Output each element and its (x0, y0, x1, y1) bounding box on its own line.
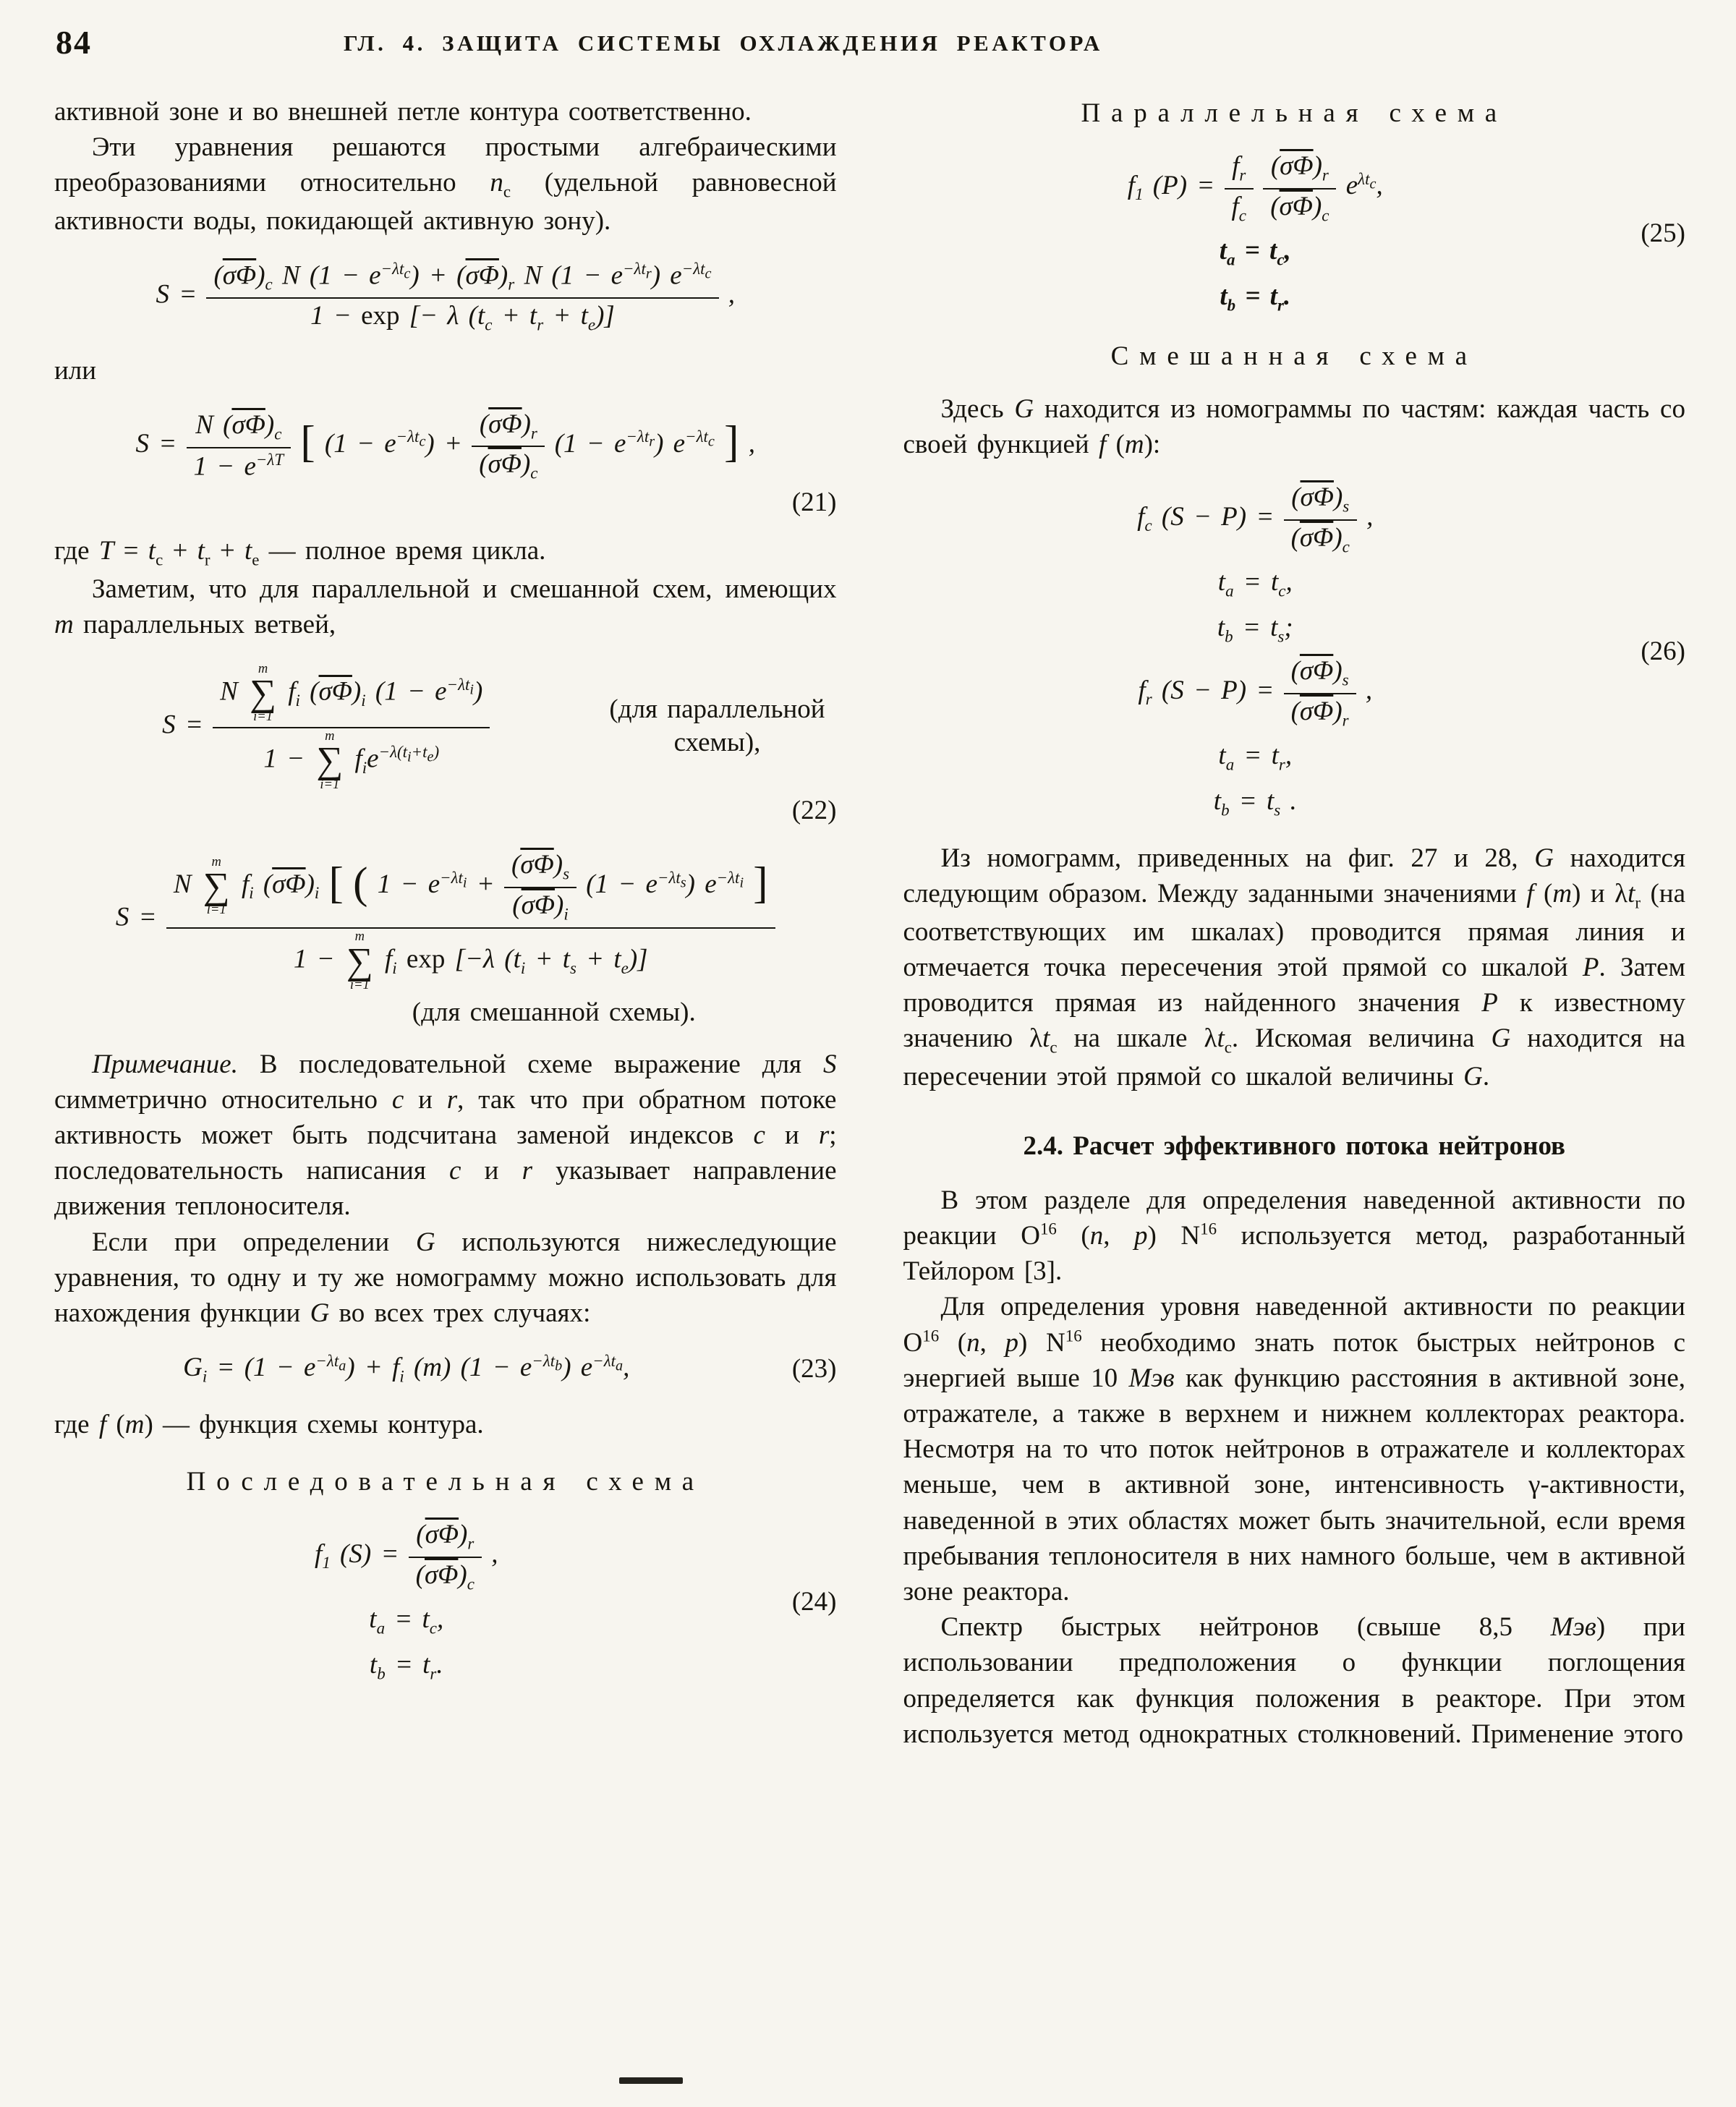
formula-24-line1: $f_1$ (S) = $\frac{(\overline{\sigma\Phi})_r}{(\overline{\sigma\Phi})_c}$ , (315, 1520, 498, 1593)
formula-s-general: S = $\frac{(\overline{\sigma\Phi})_c N (1 - e^{-\lambda t_c}) + (\overline{\sigma\Phi})_r N (1 - e^{-\lambda t_r}) e^{-\lambda t_c}}{1 - \exp [- \lambda (t_c + t_r + t_e)]}$ , (156, 259, 735, 333)
paragraph-flux: Для определения уровня наведенной активности по реакции $O^{16}$ (n, p) $N^{16}$ необходимо знать поток быстрых нейтронов с энергией выше 10 Мэв как функцию расстояния в активной зоне, отражателе, а также в верхнем и нижнем коллекторах реактора. Несмотря на то что поток нейтронов в отражателе и коллекторах меньше, чем в активной зоне, интенсивность γ-активности, наведенной в этих областях может быть значительной, если время пребывания теплоносителя в них намного больше, чем в активной зоне реактора. (903, 1292, 1686, 1606)
equation-21 (54, 408, 837, 484)
equation-25-number: (25) (1641, 218, 1685, 248)
formula-23: $G_i = (1 - e^{-\lambda t_a}) + f_i$ (m) $(1 - e^{-\lambda t_b})$ $e^{-\lambda t_a}$, (183, 1351, 630, 1386)
formula-25-line1: $f_1$ (P) = $\frac{f_r}{f_c}$ $\frac{(\overline{\sigma\Phi})_r}{(\overline{\sigma\Phi})_c}$ $e^{\lambda t_c}$, (1127, 151, 1383, 225)
paragraph-nomograms: Из номограмм, приведенных на фиг. 27 и 28, G находится следующим образом. Между заданными значениями f (m) и $\lambda t_r$ (на соответствующих им шкалах) проводится прямая линия и отмечается точка пересечения этой прямой со шкалой P. Затем проводится прямая из найденного значения P к известному значению $\lambda t_c$ на шкале $\lambda t_c$. Искомая величина G находится на пересечении этой прямой со шкалой величины G. (903, 843, 1686, 1092)
equation-22 (54, 662, 837, 792)
paragraph-transform: Эти уравнения решаются простыми алгебраическими преобразованиями относительно $n_c$ (удельной равновесной активности воды, покидающей активную зону). (54, 132, 837, 237)
formula-24-line3: $t_b = t_r$. (369, 1649, 443, 1683)
equation-21-number: (21) (791, 488, 837, 518)
formula-24-line2: $t_a = t_c$, (369, 1604, 444, 1638)
formula-26-line4: $f_r$ (S − P) = $\frac{(\overline{\sigma\Phi})_s}{(\overline{\sigma\Phi})_r}$ , (1138, 656, 1373, 730)
equation-mixed (54, 847, 837, 992)
equation-24 (54, 1518, 837, 1685)
equation-24-lines (54, 1518, 759, 1685)
equation-25-lines (903, 150, 1608, 316)
page-header (54, 19, 1685, 82)
equation-23-number: (23) (791, 1353, 837, 1384)
paragraph-intro: активной зоне и во внешней петле контура соответственно. (54, 97, 752, 127)
equation-26-number: (26) (1641, 636, 1685, 666)
paragraph-method: В этом разделе для определения наведенной активности по реакции $O^{16}$ (n, p) $N^{16}$ используется метод, разработанный Тейлором [3]. (903, 1185, 1685, 1287)
equation-26 (903, 481, 1686, 822)
right-column (903, 94, 1686, 1752)
heading-section-2-4: 2.4. Расчет эффективного потока нейтронов (1023, 1131, 1566, 1161)
paragraph-remark: Примечание. В последовательной схеме выражение для S симметрично относительно c и r, так что при обратном потоке активность может быть подсчитана заменой индексов c и r; последовательность написания c и r указывает направление движения теплоносителя. (54, 1049, 837, 1222)
formula-26-line5: $t_a = t_r$, (1218, 740, 1293, 774)
heading-parallel-scheme: Параллельная схема (1081, 98, 1507, 128)
paragraph-fm: где f (m) — функция схемы контура. (54, 1410, 484, 1440)
equation-26-lines (903, 481, 1608, 822)
equation-25 (903, 150, 1686, 316)
equation-22-label: (для параллельной схемы), (609, 694, 825, 758)
formula-mixed: S = N m ∑ l=1 $f_i$ $(\overline{\sigma\Phi})_i$ [ ( $1 - e^{-\lambda t_i}$ + $\frac{(\overline{\sigma\Phi})_s}{(\overline{\sigma\Phi})_i}$ $(1 - e^{-\lambda t_s})$ $e^{-\lambda t_i}$ ] 1 − m ∑ i=1 $f_i$ exp [−λ $(t_i + t_s + t_e)$] (54, 847, 837, 992)
paragraph-cycle-time: где $T = t_c + t_r + t_e$ — полное время цикла. (54, 536, 546, 569)
scan-artifact (619, 2077, 683, 2084)
formula-26-line2: $t_a = t_c$, (1217, 566, 1293, 600)
paragraph-spectrum: Спектр быстрых нейтронов (свыше 8,5 Мэв) при использовании предположения о функции поглощения определяется как функция положения в реакторе. При этом используется метод однократных столкновений. Применение этого (903, 1612, 1685, 1749)
heading-sequential-scheme: Последовательная схема (186, 1467, 705, 1497)
equation-mixed-label: (для смешанной схемы). (412, 997, 696, 1028)
formula-22: S = N m ∑ i=1 $f_i$ $(\overline{\sigma\Phi})_i$ $(1 - e^{-\lambda t_i})$ 1 − m ∑ i=1 $f_ie^{-\lambda(t_i+t_e)}$ (54, 662, 598, 792)
equation-22-number: (22) (791, 796, 837, 826)
equation-24-number: (24) (791, 1586, 837, 1617)
paragraph-nomogram-use: Если при определении G используются нижеследующие уравнения, то одну и ту же номограмму можно использовать для нахождения функции G во всех трех случаях: (54, 1227, 837, 1328)
equation-23 (54, 1350, 837, 1388)
formula-21: S = $\frac{N (\overline{\sigma\Phi})_c}{1 - e^{-\lambda T}}$ [ $(1 - e^{-\lambda t_c})$ + $\frac{(\overline{\sigma\Phi})_r}{(\overline{\sigma\Phi})_c}$ $(1 - e^{-\lambda t_r})$ $e^{-\lambda t_c}$ ] , (135, 409, 755, 482)
heading-mixed-scheme: Смешанная схема (1110, 341, 1478, 371)
formula-25-line3: $t_b = t_r$. (1220, 281, 1291, 315)
formula-26-line6: $t_b = t_s$ . (1213, 786, 1297, 820)
equation-s-general (54, 258, 837, 335)
word-or: или (54, 356, 97, 386)
paragraph-parallel-note: Заметим, что для параллельной и смешанной схем, имеющих m параллельных ветвей, (54, 574, 837, 640)
formula-26-line3: $t_b = t_s$; (1217, 612, 1293, 645)
running-title: ГЛ. 4. ЗАЩИТА СИСТЕМЫ ОХЛАЖДЕНИЯ РЕАКТОРА (344, 30, 1103, 56)
paragraph-here-g: Здесь G находится из номограммы по частям: каждая часть со своей функцией f (m): (903, 393, 1685, 459)
left-column (54, 94, 837, 1752)
page-number: 84 (56, 24, 92, 61)
formula-25-line2: $t_a = t_c$, (1219, 235, 1291, 269)
formula-26-line1: $f_c$ (S − P) = $\frac{(\overline{\sigma\Phi})_s}{(\overline{\sigma\Phi})_c}$ , (1137, 482, 1374, 556)
text-columns (54, 94, 1685, 1752)
